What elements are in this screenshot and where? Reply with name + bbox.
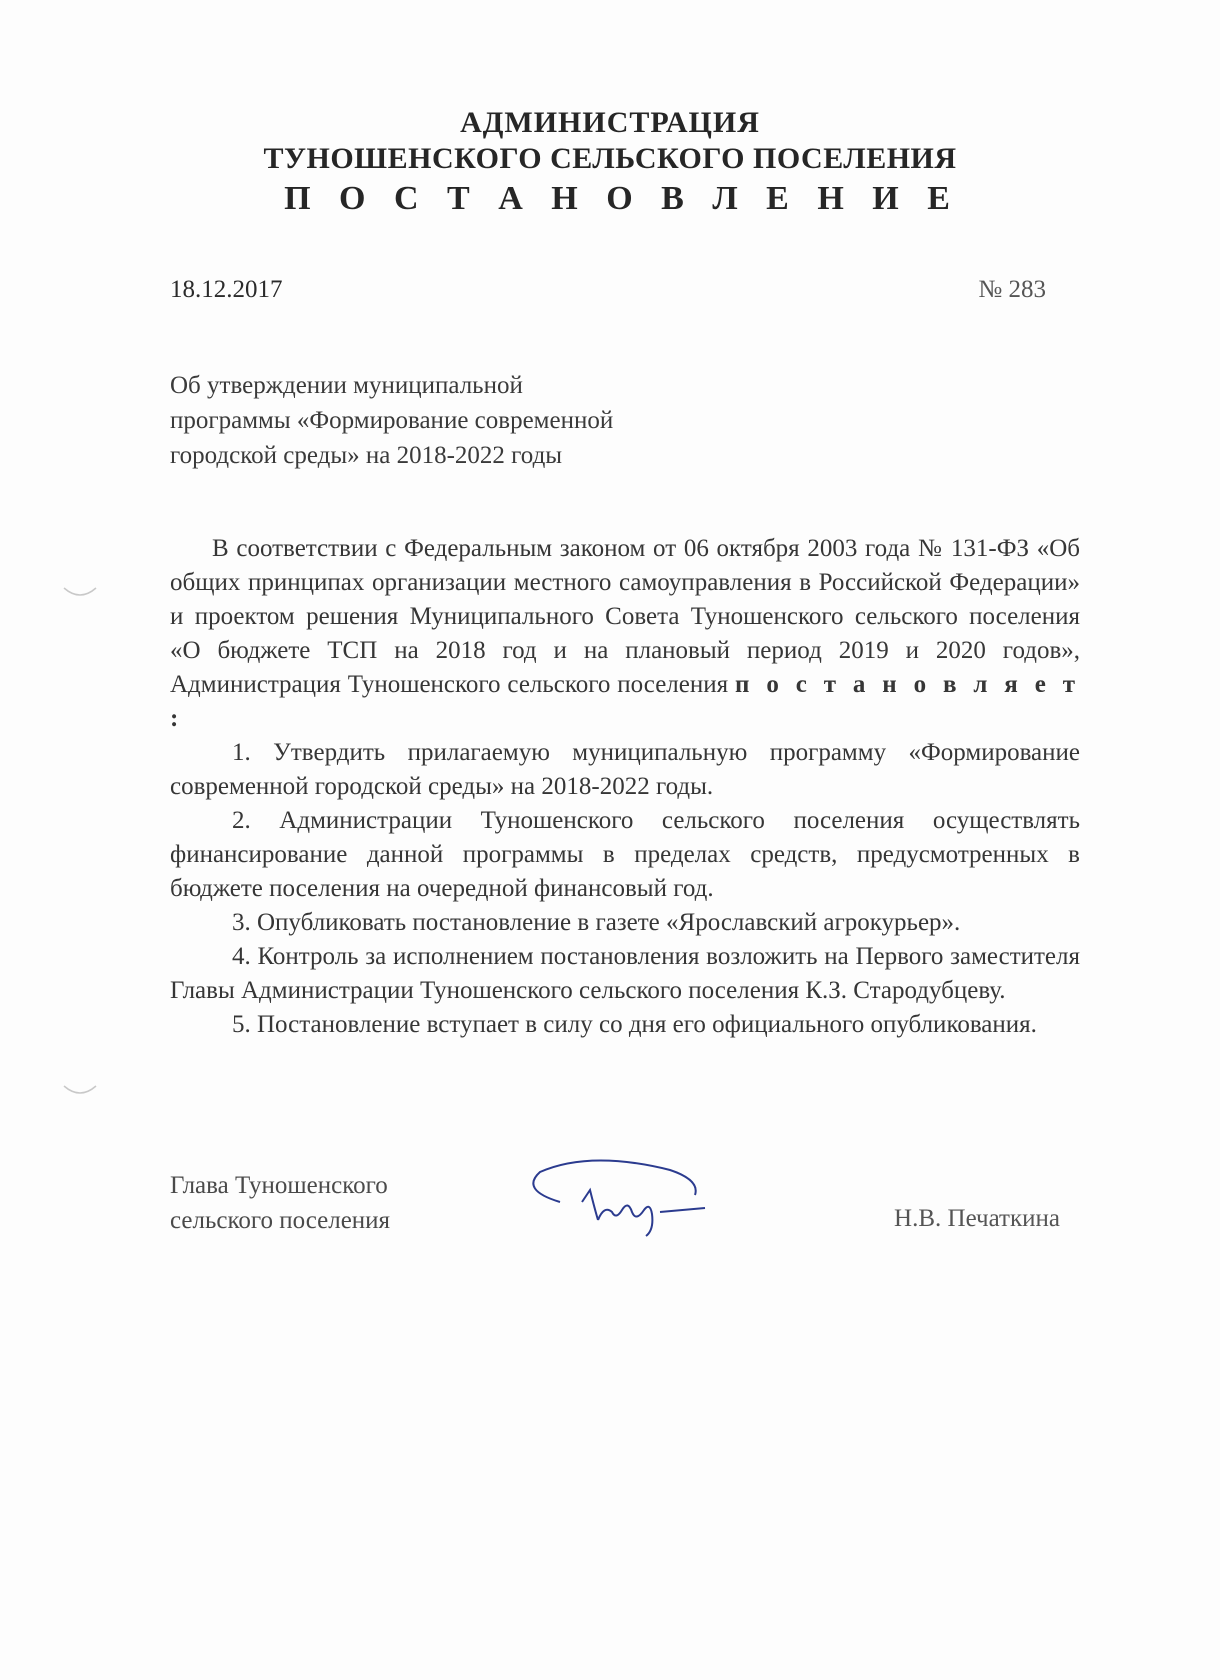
- punch-hole-mark-icon: [60, 1080, 100, 1100]
- decree-word: п о с т а н о в л я е т :: [170, 671, 1080, 732]
- subject-line: городской среды» на 2018-2022 годы: [170, 442, 563, 469]
- item-1: 1. Утвердить прилагаемую муниципальную программу «Формирование современной городской среды» на 2018-2022 годы.: [170, 739, 1080, 800]
- document-date: 18.12.2017: [170, 276, 283, 303]
- signatory-name: Н.В. Печаткина: [894, 1205, 1060, 1232]
- punch-hole-mark-icon: [60, 582, 100, 602]
- document-type-title: П О С Т А Н О В Л Е Н И Е: [284, 180, 960, 217]
- signatory-title: [170, 1168, 390, 1238]
- item-4: 4. Контроль за исполнением постановления возложить на Первого заместителя Главы Администрации Туношенского сельского поселения К.З. Стародубцеву.: [170, 943, 1080, 1004]
- item-2: 2. Администрации Туношенского сельского поселения осуществлять финансирование данной программы в пределах средств, предусмотренных в бюджете поселения на очередной финансовый год.: [170, 807, 1080, 902]
- item-5: 5. Постановление вступает в силу со дня его официального опубликования.: [232, 1011, 1037, 1038]
- org-name-line2: ТУНОШЕНСКОГО СЕЛЬСКОГО ПОСЕЛЕНИЯ: [263, 142, 957, 175]
- signatory-title-line: сельского поселения: [170, 1207, 391, 1234]
- subject-line: Об утверждении муниципальной: [170, 372, 523, 399]
- preamble-text: В соответствии с Федеральным законом от 06 октября 2003 года № 131-ФЗ «Об общих принципах организации местного самоуправления в Российской Федерации» и проектом решения Муниципального Совета Туношенского сельского поселения «О бюджете ТСП на 2018 год и на плановый период 2019 и 2020 годов», Администрация Туношенского сельского поселения: [170, 535, 1080, 698]
- signatory-title-line: Глава Туношенского: [170, 1172, 388, 1199]
- preamble-paragraph: [170, 532, 1080, 736]
- org-name-line1: АДМИНИСТРАЦИЯ: [460, 106, 760, 139]
- document-body: [170, 532, 1080, 1042]
- subject-line: программы «Формирование современной: [170, 407, 614, 434]
- item-3: 3. Опубликовать постановление в газете «Ярославский агрокурьер».: [232, 909, 961, 936]
- handwritten-signature-icon: [500, 1150, 740, 1250]
- document-subject: [170, 368, 730, 473]
- document-number: № 283: [978, 276, 1046, 303]
